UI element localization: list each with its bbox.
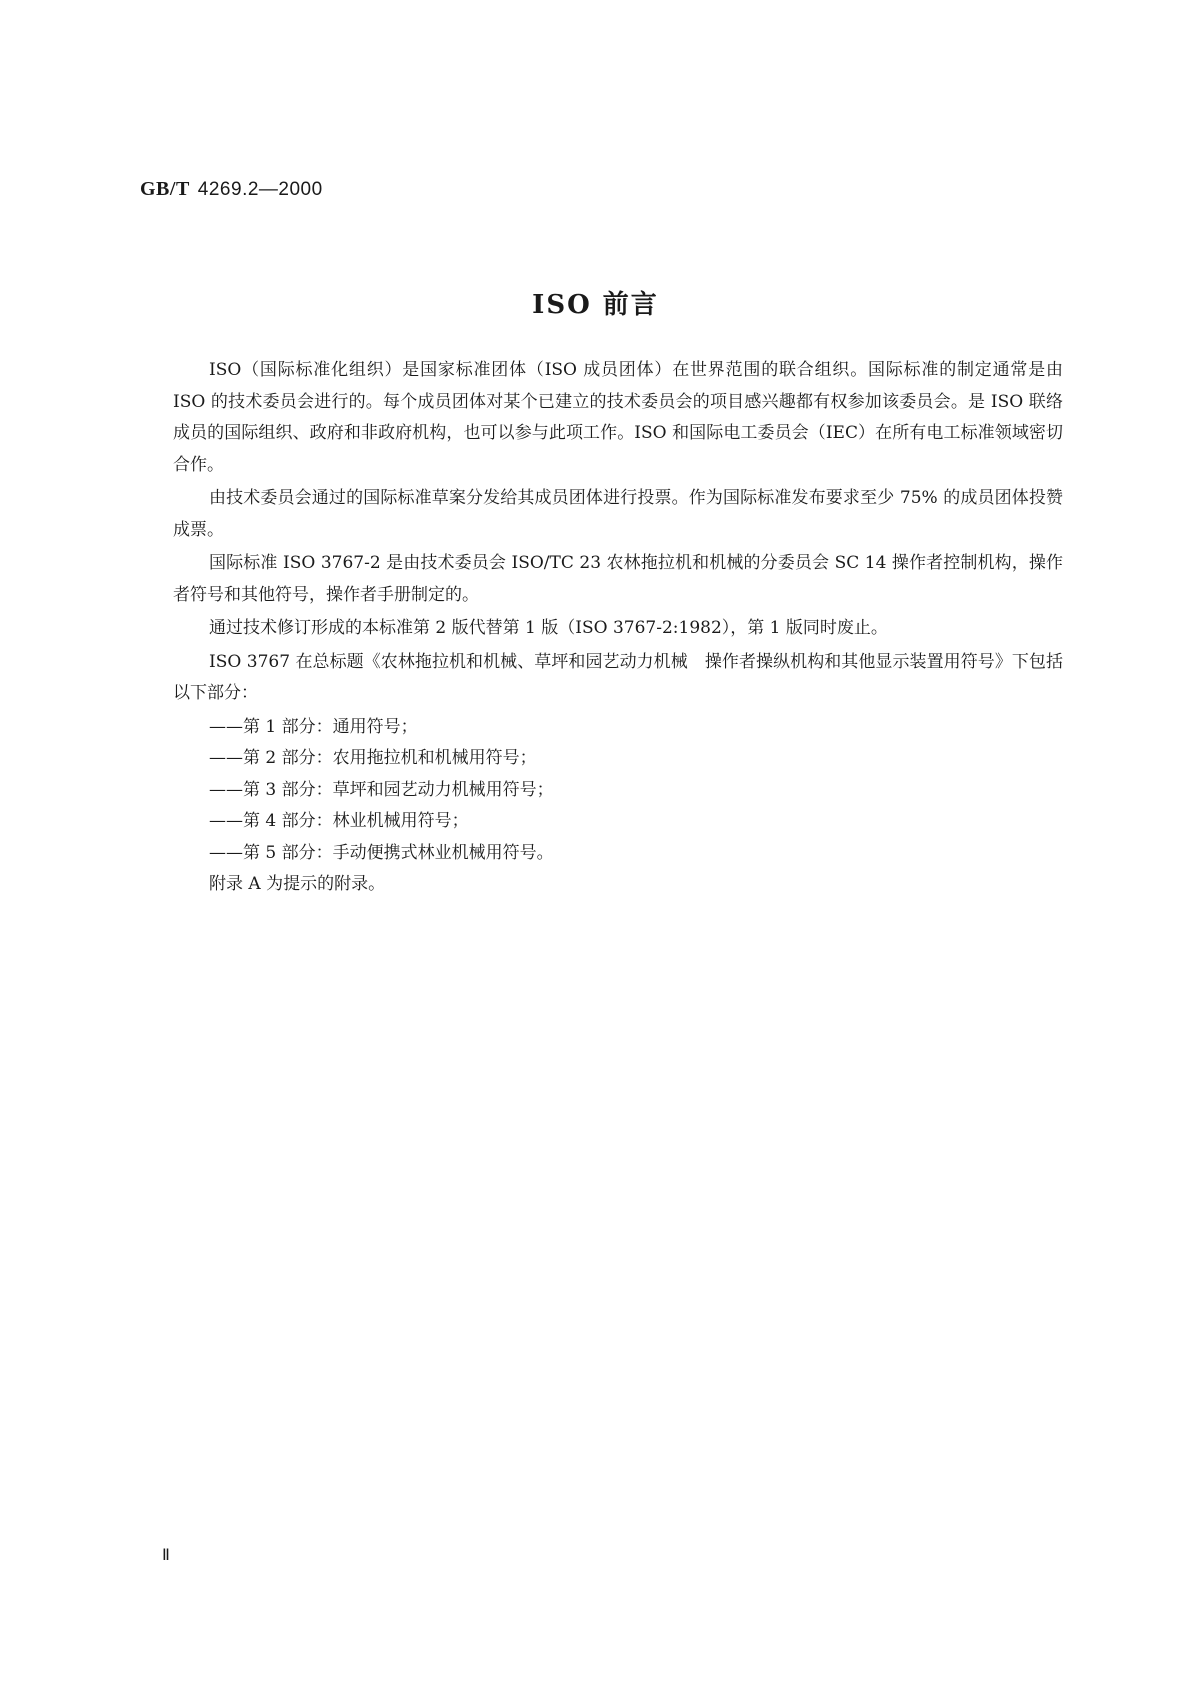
paragraph-iso-intro: ISO（国际标准化组织）是国家标准团体（ISO 成员团体）在世界范围的联合组织。国际标准的制定通常是由 ISO 的技术委员会进行的。每个成员团体对某个已建立的技术委员会的项目感兴趣都有权参加该委员会。是 ISO 联络成员的国际组织、政府和非政府机构，也可以参与此项工作。ISO 和国际电工委员会（IEC）在所有电工标准领域密切合作。 <box>173 360 1063 475</box>
paragraph-origin: 国际标准 ISO 3767-2 是由技术委员会 ISO/TC 23 农林拖拉机和机械的分委员会 SC 14 操作者控制机构，操作者符号和其他符号，操作者手册制定的。 <box>173 553 1063 605</box>
page-title: ISO 前言 <box>532 290 659 320</box>
paragraph-parts-intro: ISO 3767 在总标题《农林拖拉机和机械、草坪和园艺动力机械 操作者操纵机构和其他显示装置用符号》下包括以下部分： <box>173 651 1063 703</box>
list-item-part-5: ——第 5 部分：手动便携式林业机械用符号。 <box>209 842 554 863</box>
paragraph-annex-note: 附录 A 为提示的附录。 <box>209 874 386 894</box>
document-body <box>173 355 1063 903</box>
document-header <box>140 178 323 201</box>
list-item-part-4: ——第 4 部分：林业机械用符号； <box>209 811 469 831</box>
standard-number: 4269.2—2000 <box>197 179 323 200</box>
paragraph-revision: 通过技术修订形成的本标准第 2 版代替第 1 版（ISO 3767-2:1982），第 1 版同时废止。 <box>209 618 888 638</box>
list-item-part-1: ——第 1 部分：通用符号； <box>209 716 418 737</box>
page-number: Ⅱ <box>162 1547 170 1564</box>
standard-prefix: GB/T <box>140 178 190 200</box>
list-item-part-2: ——第 2 部分：农用拖拉机和机械用符号； <box>209 748 537 768</box>
paragraph-voting: 由技术委员会通过的国际标准草案分发给其成员团体进行投票。作为国际标准发布要求至少 75% 的成员团体投赞成票。 <box>173 488 1063 540</box>
list-item-part-3: ——第 3 部分：草坪和园艺动力机械用符号； <box>209 779 554 800</box>
